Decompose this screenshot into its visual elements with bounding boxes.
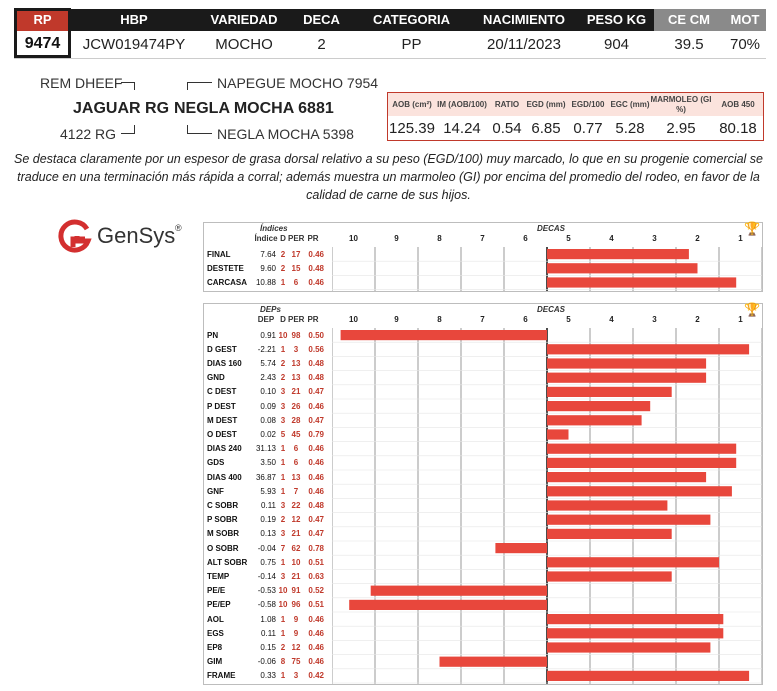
bar-gds — [547, 458, 736, 468]
carcass-value-cell: 6.85 — [531, 120, 561, 137]
row-value: 0.15 — [260, 642, 276, 652]
deca-tick-label: 9 — [394, 234, 399, 243]
deca-tick-label: 10 — [349, 234, 358, 243]
row-label: M SOBR — [207, 529, 239, 539]
column-header: PER — [288, 315, 305, 324]
deca-tick-label: 4 — [609, 234, 614, 243]
bar-c-dest — [547, 387, 672, 397]
pedigree-dam: NEGLA MOCHA 6881 — [174, 100, 334, 117]
column-header: PR — [307, 234, 319, 243]
row-deca: 1 — [280, 472, 286, 482]
row-value: 0.91 — [260, 330, 276, 340]
row-per: 28 — [291, 415, 301, 425]
row-per: 3 — [293, 671, 299, 681]
row-deca: 1 — [280, 628, 286, 638]
row-deca: 1 — [280, 486, 286, 496]
row-deca: 1 — [280, 344, 286, 354]
row-label: AOL — [207, 614, 224, 624]
row-label: DIAS 160 — [207, 358, 242, 368]
row-value: 5.74 — [260, 358, 276, 368]
pedigree-sire-sire: REM DHEEF — [40, 75, 123, 91]
description-note: Se destaca claramente por un espesor de grasa dorsal relativo a su peso (EGD/100) muy marcado, lo que en su progenie comercial se traduce en una terminación más rápida a corral; además muestra un marmoleo (GI) por encima del promedio del rodeo, en favor de la calidad de carne de sus hijos. — [13, 152, 763, 202]
row-label: CARCASA — [207, 277, 247, 287]
row-per: 6 — [293, 444, 299, 454]
deca-tick-label: 3 — [652, 315, 657, 324]
row-value: -0.58 — [257, 600, 276, 610]
row-pr: 0.48 — [308, 263, 324, 273]
row-deca: 3 — [280, 415, 286, 425]
row-value: -0.06 — [257, 657, 276, 667]
deca-tick-label: 1 — [738, 234, 743, 243]
row-per: 3 — [293, 344, 299, 354]
bar-alt-sobr — [547, 557, 719, 567]
carcass-header-cell: AOB (cm²) — [392, 100, 432, 109]
row-pr: 0.51 — [308, 557, 324, 567]
row-value: 0.19 — [260, 515, 276, 525]
row-pr: 0.48 — [308, 500, 324, 510]
row-deca: 7 — [280, 543, 286, 553]
header-col-hbp: HBP — [120, 12, 148, 27]
row-per: 17 — [291, 249, 301, 259]
row-label: C DEST — [207, 387, 237, 397]
row-pr: 0.47 — [308, 387, 324, 397]
carcass-value-cell: 2.95 — [666, 120, 696, 137]
bar-ep8 — [547, 642, 710, 652]
row-pr: 0.51 — [308, 600, 324, 610]
bar-c-sobr — [547, 500, 667, 510]
gensys-logo-reg: ® — [175, 223, 182, 233]
row-per: 21 — [291, 529, 301, 539]
deca-tick-label: 4 — [609, 315, 614, 324]
bar-m-sobr — [547, 529, 672, 539]
row-pr: 0.48 — [308, 358, 324, 368]
row-label: O DEST — [207, 429, 237, 439]
row-pr: 0.46 — [308, 614, 324, 624]
row-label: D GEST — [207, 344, 237, 354]
row-per: 15 — [291, 263, 301, 273]
row-pr: 0.63 — [308, 571, 324, 581]
row-pr: 0.46 — [308, 628, 324, 638]
column-header: PR — [307, 315, 319, 324]
carcass-value-cell: 0.77 — [573, 120, 603, 137]
row-deca: 1 — [280, 458, 286, 468]
pedigree-line — [187, 125, 212, 134]
carcass-table — [387, 92, 764, 141]
bar-dias-160 — [547, 358, 706, 368]
deca-tick-label: 2 — [695, 234, 700, 243]
row-label: P SOBR — [207, 515, 238, 525]
row-value: 0.11 — [261, 500, 276, 510]
row-pr: 0.47 — [308, 515, 324, 525]
row-deca: 1 — [280, 444, 286, 454]
deca-tick-label: 8 — [437, 234, 442, 243]
row-value: -0.14 — [257, 571, 276, 581]
chart-title: DEPs — [260, 305, 281, 314]
row-deca: 2 — [280, 358, 286, 368]
bar-aol — [547, 614, 723, 624]
row-per: 12 — [291, 642, 301, 652]
pedigree-line — [121, 125, 135, 134]
gensys-logo — [57, 219, 197, 255]
bar-p-sobr — [547, 515, 710, 525]
bar-pe-ep — [349, 600, 547, 610]
column-header: D — [280, 234, 286, 243]
deca-tick-label: 3 — [652, 234, 657, 243]
row-deca: 3 — [280, 571, 286, 581]
row-deca: 3 — [280, 529, 286, 539]
row-deca: 3 — [280, 401, 286, 411]
carcass-header-cell: AOB 450 — [721, 100, 755, 109]
header-val-categoria: PP — [401, 36, 422, 53]
row-value: 5.93 — [260, 486, 276, 496]
deca-tick-label: 7 — [480, 234, 485, 243]
row-pr: 0.46 — [308, 486, 324, 496]
row-label: C SOBR — [207, 500, 239, 510]
column-header: PER — [288, 234, 305, 243]
row-deca: 10 — [278, 586, 288, 596]
header-col-variedad: VARIEDAD — [210, 12, 278, 27]
row-value: 10.88 — [255, 277, 276, 287]
carcass-value-cell: 0.54 — [492, 120, 522, 137]
row-per: 75 — [291, 657, 301, 667]
header-val-mot: 70% — [729, 36, 761, 53]
row-label: EGS — [207, 628, 224, 638]
row-label: PE/EP — [207, 600, 231, 610]
row-pr: 0.46 — [308, 277, 324, 287]
row-pr: 0.52 — [308, 586, 324, 596]
row-value: 36.87 — [255, 472, 276, 482]
row-per: 62 — [291, 543, 301, 553]
row-per: 21 — [291, 387, 301, 397]
row-label: EP8 — [207, 642, 223, 652]
row-per: 21 — [291, 571, 301, 581]
carcass-value-cell: 80.18 — [719, 120, 757, 137]
row-deca: 10 — [278, 330, 288, 340]
row-per: 12 — [291, 515, 301, 525]
carcass-value-cell: 5.28 — [615, 120, 645, 137]
rp-value: 9474 — [24, 35, 61, 52]
bar-d-gest — [547, 344, 749, 354]
row-value: 0.33 — [260, 671, 276, 681]
bar-frame — [547, 671, 749, 681]
row-deca: 2 — [280, 642, 286, 652]
bar-egs — [547, 628, 723, 638]
row-label: PE/E — [207, 586, 226, 596]
bar-o-sobr — [495, 543, 547, 553]
row-pr: 0.56 — [308, 344, 324, 354]
gensys-logo-icon — [57, 219, 93, 255]
row-value: -2.21 — [257, 344, 276, 354]
row-value: 3.50 — [260, 458, 276, 468]
row-deca: 3 — [280, 387, 286, 397]
row-label: O SOBR — [207, 543, 239, 553]
row-pr: 0.42 — [308, 671, 324, 681]
row-deca: 1 — [280, 614, 286, 624]
row-deca: 2 — [280, 249, 286, 259]
row-deca: 5 — [280, 429, 286, 439]
row-per: 13 — [291, 358, 301, 368]
row-pr: 0.46 — [308, 401, 324, 411]
pedigree-dam-dam: NEGLA MOCHA 5398 — [217, 126, 354, 142]
row-pr: 0.46 — [308, 657, 324, 667]
row-value: -0.53 — [257, 586, 276, 596]
column-header: DEP — [257, 315, 275, 324]
bar-carcasa — [547, 277, 736, 287]
pedigree-sire-dam: 4122 RG — [60, 126, 117, 142]
deca-tick-label: 7 — [480, 315, 485, 324]
header-col-mot: MOT — [724, 9, 766, 31]
row-pr: 0.46 — [308, 472, 324, 482]
row-value: 9.60 — [260, 263, 276, 273]
header-val-nacimiento: 20/11/2023 — [487, 36, 561, 53]
deca-tick-label: 1 — [738, 315, 743, 324]
deca-tick-label: 10 — [349, 315, 358, 324]
carcass-header-cell: EGD (mm) — [526, 100, 566, 109]
row-per: 7 — [293, 486, 299, 496]
header-val-ce-cm: 39.5 — [674, 36, 704, 53]
row-per: 45 — [291, 429, 301, 439]
row-per: 13 — [291, 373, 301, 383]
row-deca: 1 — [280, 277, 286, 287]
row-value: 0.11 — [261, 628, 276, 638]
row-value: 0.75 — [260, 557, 276, 567]
bar-pe-e — [371, 586, 547, 596]
header-col-ce-cm: CE CM — [654, 9, 724, 31]
row-deca: 2 — [280, 263, 286, 273]
row-deca: 3 — [280, 500, 286, 510]
pedigree-sire: JAGUAR RG — [73, 100, 170, 117]
rp-box — [14, 8, 71, 58]
header-col-categoria: CATEGORIA — [372, 12, 451, 27]
row-per: 26 — [291, 401, 301, 411]
row-pr: 0.46 — [308, 642, 324, 652]
header-val-peso-kg: 904 — [603, 36, 630, 53]
row-label: DIAS 400 — [207, 472, 242, 482]
row-deca: 10 — [278, 600, 288, 610]
trophy-icon: 🏆 — [744, 302, 761, 317]
row-label: GND — [207, 373, 225, 383]
row-value: 0.10 — [260, 387, 276, 397]
row-value: 0.02 — [260, 429, 276, 439]
column-header: D — [280, 315, 286, 324]
column-header: Índice — [254, 234, 278, 243]
decas-label: DECAS — [537, 305, 566, 314]
row-label: DIAS 240 — [207, 444, 242, 454]
deca-tick-label: 8 — [437, 315, 442, 324]
row-value: -0.04 — [257, 543, 276, 553]
gensys-logo-text: GenSys — [97, 223, 176, 248]
row-per: 6 — [293, 277, 299, 287]
value-row — [14, 31, 766, 59]
row-deca: 2 — [280, 515, 286, 525]
deca-tick-label: 5 — [566, 234, 571, 243]
row-per: 98 — [291, 330, 301, 340]
bar-gnf — [547, 486, 732, 496]
row-label: PN — [207, 330, 219, 340]
bar-dias-240 — [547, 444, 736, 454]
row-per: 10 — [291, 557, 301, 567]
deca-tick-label: 9 — [394, 315, 399, 324]
row-per: 9 — [293, 628, 299, 638]
bar-pn — [341, 330, 547, 340]
carcass-header-cell: MARMOLEO (GI %) — [650, 95, 712, 114]
row-value: 0.08 — [260, 415, 276, 425]
row-per: 9 — [293, 614, 299, 624]
row-deca: 1 — [280, 557, 286, 567]
deca-tick-label: 6 — [523, 315, 528, 324]
row-label: FRAME — [207, 671, 236, 681]
row-value: 0.13 — [260, 529, 276, 539]
row-value: 0.09 — [260, 401, 276, 411]
bar-destete — [547, 263, 698, 273]
row-label: FINAL — [207, 249, 231, 259]
row-pr: 0.79 — [308, 429, 324, 439]
indices-chart — [203, 222, 763, 292]
bar-o-dest — [547, 429, 569, 439]
row-value: 2.43 — [260, 373, 276, 383]
row-pr: 0.46 — [308, 249, 324, 259]
rp-label: RP — [17, 9, 68, 31]
row-pr: 0.47 — [308, 529, 324, 539]
row-pr: 0.47 — [308, 415, 324, 425]
row-label: GNF — [207, 486, 224, 496]
bar-p-dest — [547, 401, 650, 411]
deca-tick-label: 6 — [523, 234, 528, 243]
bar-final — [547, 249, 689, 259]
row-deca: 2 — [280, 373, 286, 383]
chart-title: Índices — [260, 224, 288, 233]
header-row — [14, 9, 766, 31]
row-deca: 1 — [280, 671, 286, 681]
row-per: 96 — [291, 600, 301, 610]
row-label: GDS — [207, 458, 225, 468]
carcass-value-cell: 125.39 — [389, 120, 435, 137]
row-label: ALT SOBR — [207, 557, 248, 567]
row-label: M DEST — [207, 415, 238, 425]
bar-gnd — [547, 373, 706, 383]
header-val-variedad: MOCHO — [215, 36, 273, 53]
row-pr: 0.50 — [308, 330, 324, 340]
carcass-header-cell: EGC (mm) — [610, 100, 650, 109]
row-per: 13 — [291, 472, 301, 482]
pedigree-line — [187, 82, 212, 90]
bar-gim — [440, 657, 548, 667]
row-pr: 0.46 — [308, 444, 324, 454]
row-pr: 0.46 — [308, 458, 324, 468]
row-per: 22 — [291, 500, 301, 510]
carcass-header-cell: RATIO — [494, 100, 520, 109]
pedigree-line — [121, 82, 135, 90]
row-pr: 0.78 — [308, 543, 324, 553]
trophy-icon: 🏆 — [744, 221, 761, 236]
decas-label: DECAS — [537, 224, 566, 233]
bar-temp — [547, 571, 672, 581]
row-label: GIM — [207, 657, 223, 667]
row-pr: 0.48 — [308, 373, 324, 383]
carcass-header — [388, 93, 763, 116]
row-per: 91 — [291, 586, 301, 596]
row-value: 31.13 — [255, 444, 276, 454]
bar-m-dest — [547, 415, 642, 425]
row-label: DESTETE — [207, 263, 244, 273]
header-val-deca: 2 — [317, 36, 326, 53]
header-col-peso-kg: PESO KG — [586, 12, 647, 27]
row-label: TEMP — [207, 571, 230, 581]
deca-tick-label: 5 — [566, 315, 571, 324]
row-label: P DEST — [207, 401, 236, 411]
chart-plot — [332, 328, 762, 684]
pedigree-dam-sire: NAPEGUE MOCHO 7954 — [217, 75, 379, 91]
carcass-value-cell: 14.24 — [443, 120, 481, 137]
header-col-nacimiento: NACIMIENTO — [482, 12, 566, 27]
chart-plot — [332, 247, 762, 291]
carcass-header-cell: EGD/100 — [571, 100, 605, 109]
deps-chart — [203, 303, 763, 685]
deca-tick-label: 2 — [695, 315, 700, 324]
header-val-hbp: JCW019474PY — [82, 36, 186, 53]
header-col-deca: DECA — [303, 12, 340, 27]
bar-dias-400 — [547, 472, 706, 482]
carcass-header-cell: IM (AOB/100) — [437, 100, 487, 109]
row-per: 6 — [293, 458, 299, 468]
row-value: 1.08 — [260, 614, 276, 624]
row-deca: 8 — [280, 657, 286, 667]
row-value: 7.64 — [260, 249, 276, 259]
